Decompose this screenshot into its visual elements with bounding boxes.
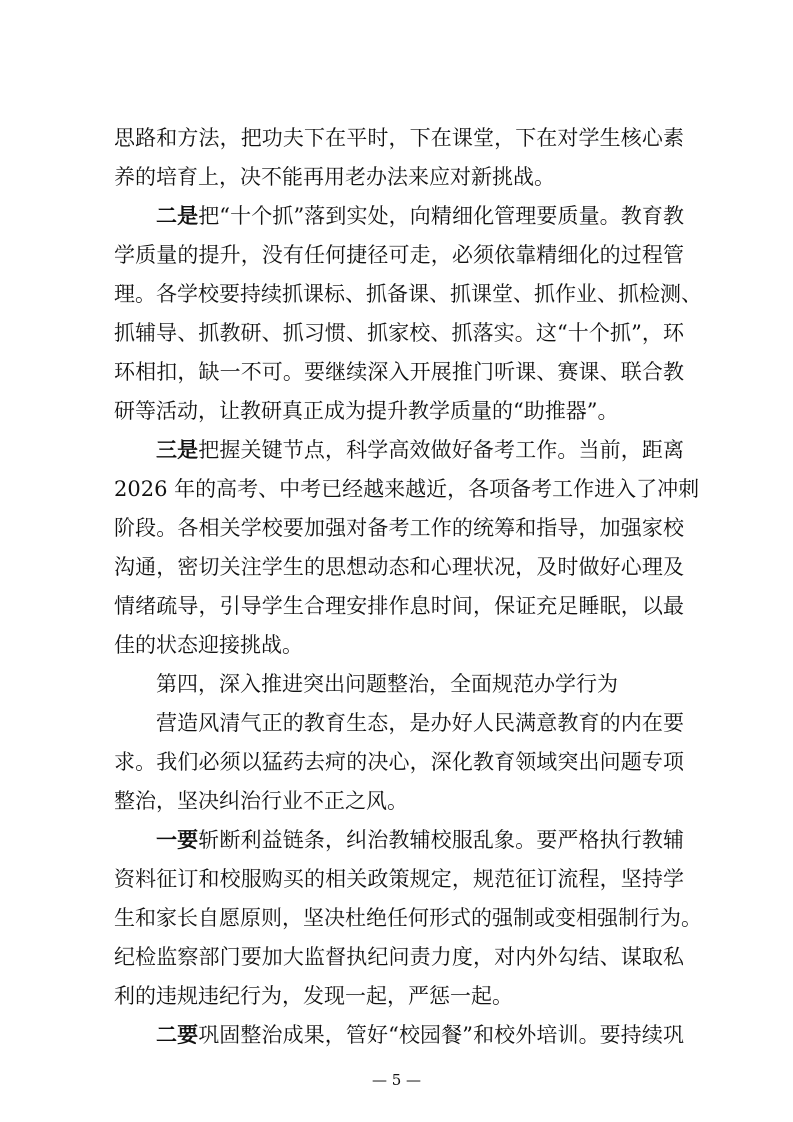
text-line: 整治，坚决纠治行业不正之风。 (114, 789, 408, 813)
paragraph-lead: 一要 (156, 827, 199, 852)
text-line: 学质量的提升，没有任何捷径可走，必须依靠精细化的过程管 (114, 243, 684, 267)
section-heading: 第四，深入推进突出问题整治，全面规范办学行为 (156, 672, 618, 696)
text-line: 沟通，密切关注学生的思想动态和心理状况，及时做好心理及 (114, 555, 684, 579)
text-line: 求。我们必须以猛药去疴的决心，深化教育领域突出问题专项 (114, 750, 684, 774)
text-line: 抓辅导、抓教研、抓习惯、抓家校、抓落实。这“十个抓”，环 (114, 321, 684, 345)
text-line: 养的培育上，决不能再用老办法来应对新挑战。 (114, 165, 555, 189)
text-line: 2026 年的高考、中考已经越来越近，各项备考工作进入了冲刺 (114, 477, 700, 501)
paragraph-first-line (156, 436, 684, 464)
text-line: 阶段。各相关学校要加强对备考工作的统筹和指导，加强家校 (114, 516, 684, 540)
text-line: 思路和方法，把功夫下在平时，下在课堂，下在对学生核心素 (114, 126, 684, 150)
text-run: 巩固整治成果，管好“校园餐”和校外培训。要持续巩 (198, 1023, 684, 1047)
text-line: 研等活动，让教研真正成为提升教学质量的“助推器”。 (114, 399, 619, 423)
text-line: 纪检监察部门要加大监督执纪问责力度，对内外勾结、谋取私 (114, 945, 684, 969)
text-line: 情绪疏导，引导学生合理安排作息时间，保证充足睡眠，以最 (114, 594, 684, 618)
text-line: 营造风清气正的教育生态，是办好人民满意教育的内在要 (156, 711, 684, 735)
text-line: 生和家长自愿原则，坚决杜绝任何形式的强制或变相强制行为。 (114, 906, 702, 930)
paragraph-lead: 三是 (156, 437, 199, 462)
text-line: 环相扣，缺一不可。要继续深入开展推门听课、赛课、联合教 (114, 360, 684, 384)
text-run: 把“十个抓”落到实处，向精细化管理要质量。教育教 (198, 204, 684, 228)
page-number: — 5 — (371, 1071, 422, 1089)
text-line: 资料征订和校服购买的相关政策规定，规范征订流程，坚持学 (114, 867, 684, 891)
paragraph-first-line (156, 826, 684, 854)
text-line: 理。各学校要持续抓课标、抓备课、抓课堂、抓作业、抓检测、 (114, 282, 702, 306)
text-run: 斩断利益链条，纠治教辅校服乱象。要严格执行教辅 (198, 828, 684, 852)
paragraph-lead: 二是 (156, 203, 199, 228)
text-line: 利的违规违纪行为，发现一起，严惩一起。 (114, 984, 513, 1008)
paragraph-lead: 二要 (156, 1022, 199, 1047)
paragraph-first-line (156, 202, 684, 230)
text-line: 佳的状态迎接挑战。 (114, 633, 303, 657)
paragraph-first-line (156, 1021, 684, 1049)
text-run: 把握关键节点，科学高效做好备考工作。当前，距离 (198, 438, 684, 462)
